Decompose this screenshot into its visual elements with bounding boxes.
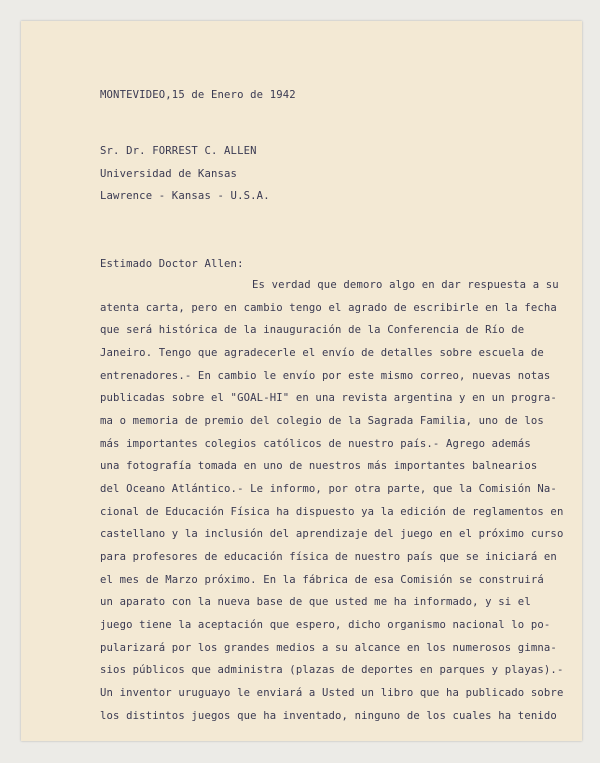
body-line: entrenadores.- En cambio le envío por este mismo correo, nuevas notas [100, 370, 551, 382]
body-line: castellano y la inclusión del aprendizaje del juego en el próximo curso [100, 528, 564, 540]
body-line: del Oceano Atlántico.- Le informo, por otra parte, que la Comisión Na- [100, 483, 557, 495]
recipient-address: Lawrence - Kansas - U.S.A. [100, 190, 270, 202]
body-line: Janeiro. Tengo que agradecerle el envío de detalles sobre escuela de [100, 347, 544, 359]
body-line: sios públicos que administra (plazas de deportes en parques y playas).- [100, 664, 564, 676]
recipient-institution: Universidad de Kansas [100, 168, 238, 180]
date-line: MONTEVIDEO,15 de Enero de 1942 [100, 89, 296, 101]
recipient-name: Sr. Dr. FORREST C. ALLEN [100, 145, 257, 157]
body-line: Es verdad que demoro algo en dar respuesta a su [252, 279, 559, 291]
body-line: un aparato con la nueva base de que usted me ha informado, y si el [100, 596, 531, 608]
body-line: más importantes colegios católicos de nuestro país.- Agrego además [100, 438, 531, 450]
body-line: el mes de Marzo próximo. En la fábrica de esa Comisión se construirá [100, 574, 544, 586]
body-line: para profesores de educación física de nuestro país que se iniciará en [100, 551, 557, 563]
body-line: pularizará por los grandes medios a su alcance en los numerosos gimna- [100, 642, 557, 654]
salutation: Estimado Doctor Allen: [100, 258, 244, 270]
body-line: una fotografía tomada en uno de nuestros más importantes balnearios [100, 460, 538, 472]
body-line: Un inventor uruguayo le enviará a Usted un libro que ha publicado sobre [100, 687, 564, 699]
body-line: juego tiene la aceptación que espero, dicho organismo nacional lo po- [100, 619, 551, 631]
body-line: que será histórica de la inauguración de la Conferencia de Río de [100, 324, 525, 336]
body-line: los distintos juegos que ha inventado, ninguno de los cuales ha tenido [100, 710, 557, 722]
body-line: atenta carta, pero en cambio tengo el agrado de escribirle en la fecha [100, 302, 557, 314]
letter-page [21, 21, 582, 741]
body-line: cional de Educación Física ha dispuesto ya la edición de reglamentos en [100, 506, 564, 518]
body-line: ma o memoria de premio del colegio de la Sagrada Familia, uno de los [100, 415, 544, 427]
body-line: publicadas sobre el "GOAL-HI" en una revista argentina y en un progra- [100, 392, 557, 404]
